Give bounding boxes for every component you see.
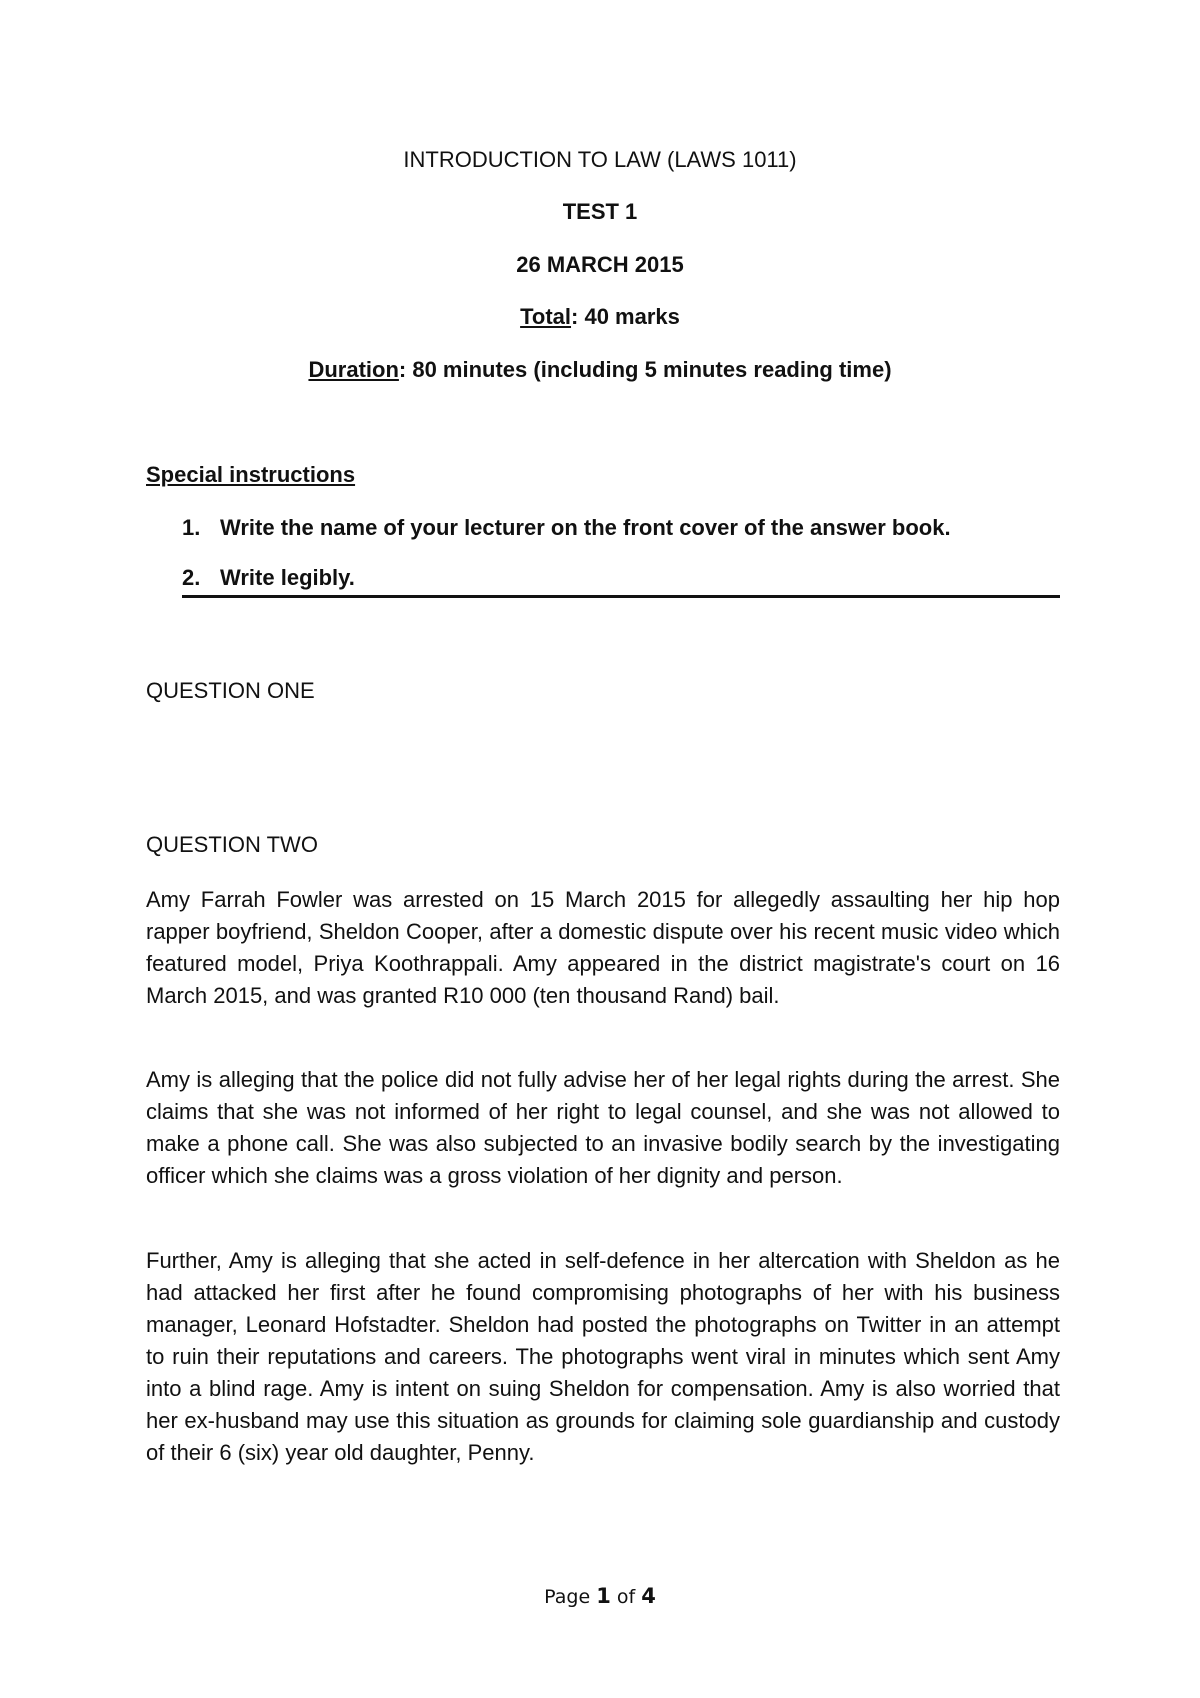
- question-two-paragraph-1: Amy Farrah Fowler was arrested on 15 March 2015 for allegedly assaulting her hip hop rapper boyfriend, Sheldon Cooper, after a domestic dispute over his recent music video which featured model, Priya Koothrappali. Amy appeared in the district magistrate's court on 16 March 2015, and was granted R10 000 (ten thousand Rand) bail.: [146, 887, 1060, 1008]
- instruction-text: Write the name of your lecturer on the front cover of the answer book.: [220, 515, 951, 540]
- question-two-paragraph-2: Amy is alleging that the police did not fully advise her of her legal rights during the arrest. She claims that she was not informed of her right to legal counsel, and she was not allowed to make a phone call. She was also subjected to an invasive bodily search by the investigating officer which she claims was a gross violation of her dignity and person.: [146, 1067, 1060, 1188]
- instruction-number: 1.: [182, 515, 201, 540]
- instruction-text: Write legibly.: [220, 565, 355, 590]
- page-word: Page: [544, 1586, 591, 1608]
- of-word: of: [616, 1586, 636, 1608]
- instruction-item: [182, 564, 355, 592]
- question-two-paragraph-3: Further, Amy is alleging that she acted in self-defence in her altercation with Sheldon as he had attacked her first after he found compromising photographs of her with his business manager, Leonard Hofstadter. Sheldon had posted the photographs on Twitter in an attempt to ruin their reputations and careers. The photographs went viral in minutes which sent Amy into a blind rage. Amy is intent on suing Sheldon for compensation. Amy is also worried that her ex-husband may use this situation as grounds for claiming sole guardianship and custody of their 6 (six) year old daughter, Penny.: [146, 1248, 1060, 1465]
- question-two-heading: QUESTION TWO: [146, 832, 318, 857]
- duration-value: : 80 minutes (including 5 minutes reading time): [398, 357, 892, 382]
- test-date: 26 MARCH 2015: [516, 252, 684, 277]
- question-one-heading: QUESTION ONE: [146, 678, 315, 703]
- duration: [0, 356, 1200, 384]
- total-label: Total: [520, 304, 572, 329]
- test-title: TEST 1: [562, 199, 638, 224]
- course-title: INTRODUCTION TO LAW (LAWS 1011): [403, 147, 797, 172]
- special-instructions-heading: Special instructions: [146, 462, 356, 487]
- total-marks: [0, 303, 1200, 331]
- total-value: : 40 marks: [571, 304, 680, 329]
- instruction-number: 2.: [182, 565, 201, 590]
- page-total: 4: [641, 1584, 656, 1608]
- instruction-item: [182, 514, 951, 542]
- duration-label: Duration: [308, 357, 399, 382]
- page-number: 1: [596, 1584, 611, 1608]
- page-footer: [0, 1584, 1200, 1608]
- instructions-divider: [182, 595, 1060, 598]
